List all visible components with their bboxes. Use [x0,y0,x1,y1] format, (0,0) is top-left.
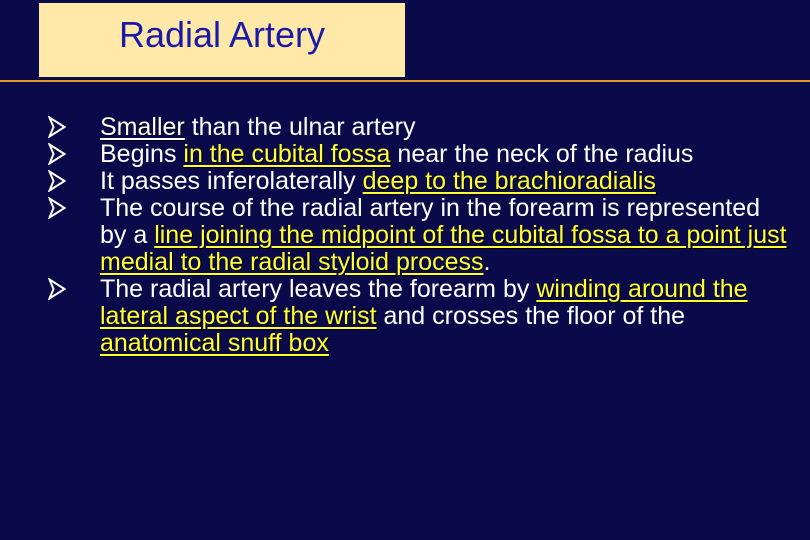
bullet-segment: Smaller [100,113,185,141]
bullet-segment: and crosses the floor of the [376,302,686,330]
title-box [39,3,405,77]
bullet-item [48,168,788,195]
bullet-item [48,195,788,276]
bullet-text [100,195,788,276]
bullet-text [100,114,788,141]
arrowhead-bullet-icon [48,168,100,192]
bullet-segment: Begins [100,140,184,168]
bullet-text [100,141,788,168]
bullet-segment: in the cubital fossa [183,140,391,168]
arrowhead-bullet-icon [48,276,100,300]
slide-title: Radial Artery [118,14,326,55]
bullet-text [100,276,788,357]
title-divider [0,80,810,82]
bullet-list [48,114,788,357]
bullet-segment: The radial artery leaves the forearm by [100,275,537,303]
bullet-item [48,114,788,141]
bullet-segment: than the ulnar artery [184,113,416,141]
bullet-item [48,141,788,168]
arrowhead-bullet-icon [48,141,100,165]
bullet-segment: winding around the lateral aspect of the wrist [100,275,748,330]
bullet-segment: It passes inferolaterally [100,167,363,195]
bullet-segment: deep to the brachioradialis [362,167,656,195]
bullet-segment: anatomical snuff box [100,329,329,357]
bullet-segment: near the neck of the radius [390,140,694,168]
arrowhead-bullet-icon [48,195,100,219]
arrowhead-bullet-icon [48,114,100,138]
bullet-item [48,276,788,357]
bullet-segment: . [483,248,491,276]
bullet-text [100,168,788,195]
bullet-segment: line joining the midpoint of the cubital fossa to a point just medial to the radial styloid process [100,221,787,276]
bullet-segment: The course of the radial artery in the forearm is represented by a [100,194,761,249]
